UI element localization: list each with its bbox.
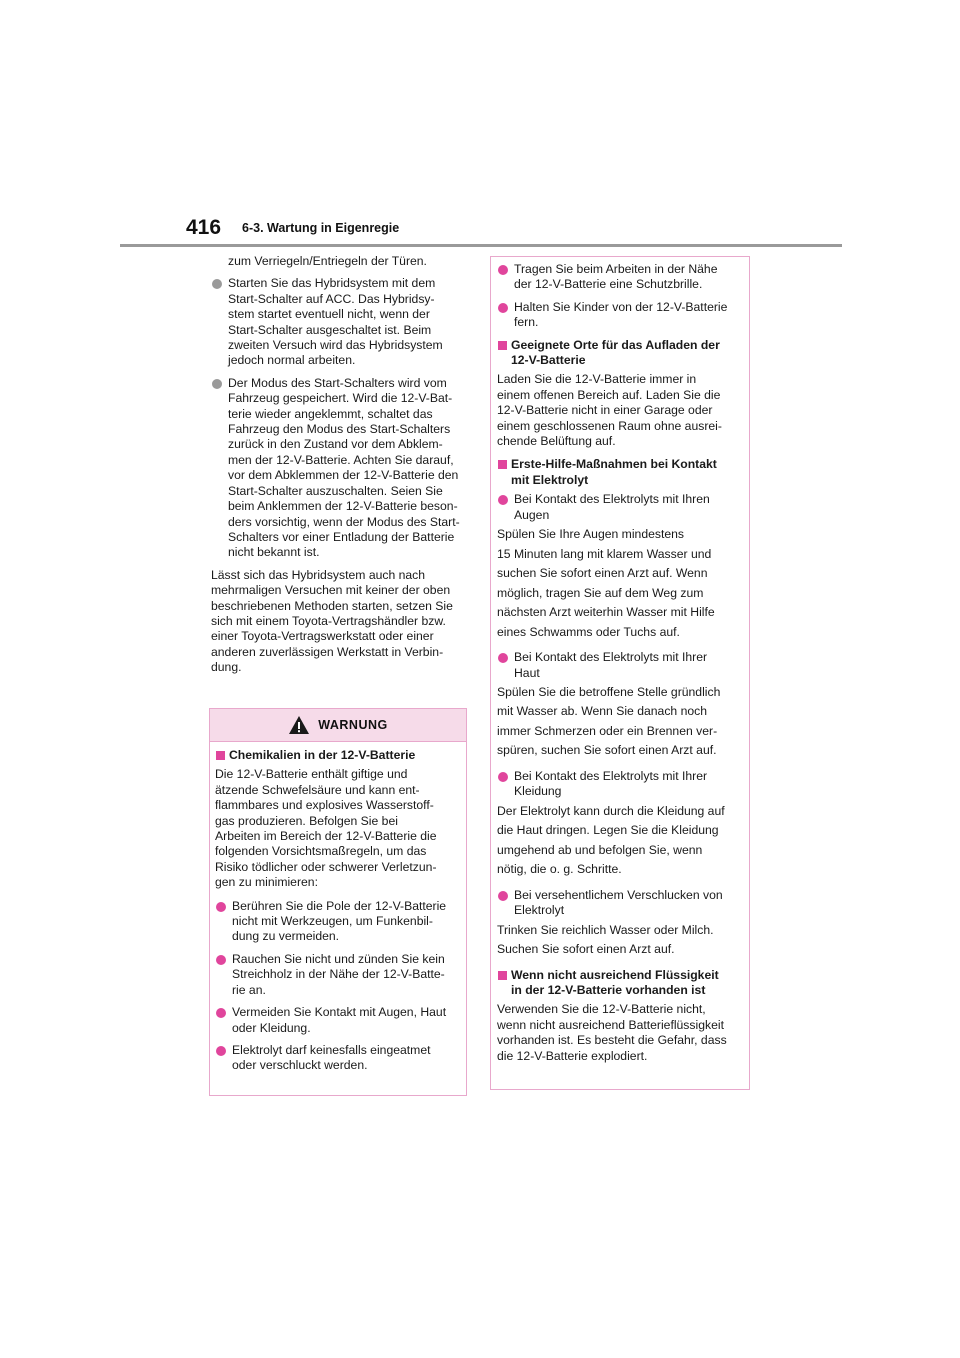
text-line: nächsten Arzt weiterhin Wasser mit Hilfe	[497, 605, 715, 620]
text-line: rie an.	[232, 982, 266, 997]
first-aid-paragraph	[497, 802, 745, 880]
text-line: Augen	[514, 507, 550, 522]
text-line: terie wieder angeklemmt, schaltet das	[228, 406, 433, 421]
list-item	[211, 276, 469, 368]
header-divider	[120, 244, 842, 247]
list-item	[497, 262, 745, 293]
text-line: Elektrolyt	[514, 903, 565, 918]
charging-paragraph	[497, 372, 745, 449]
square-bullet-icon	[498, 971, 507, 980]
heading-line: 12-V-Batterie	[511, 353, 586, 368]
charging-heading	[497, 338, 745, 369]
text-line: vorhanden ist. Es besteht die Gefahr, dass	[497, 1033, 727, 1048]
text-line: gen zu minimieren:	[215, 875, 318, 890]
bullet-dot-icon	[216, 902, 226, 912]
text-line: sich mit einem Toyota-Vertragshändler bzw.	[211, 613, 446, 628]
text-line: Risiko tödlicher oder schwerer Verletzun-	[215, 859, 437, 874]
text-line: eines Schwamms oder Tuchs auf.	[497, 624, 680, 639]
text-line: ders vorsichtig, wenn der Modus des Start-	[228, 514, 460, 529]
text-line: einer Toyota-Vertragswerkstatt oder einer	[211, 629, 434, 644]
text-line: Start-Schalter ausgeschaltet ist. Beim	[228, 322, 432, 337]
section-title: 6-3. Wartung in Eigenregie	[242, 221, 400, 235]
heading-text: Chemikalien in der 12-V-Batterie	[229, 748, 416, 762]
text-line: men der 12-V-Batterie. Achten Sie darauf,	[228, 452, 454, 467]
list-item	[497, 769, 745, 800]
text-line: suchen Sie sofort einen Arzt auf. Wenn	[497, 566, 708, 581]
text-line: zum Verriegeln/Entriegeln der Türen.	[228, 254, 427, 268]
continued-text	[211, 254, 469, 269]
text-line: Lässt sich das Hybridsystem auch nach	[211, 567, 426, 582]
text-line: vor dem Abklemmen der 12-V-Batterie den	[228, 468, 459, 483]
bullet-dot-icon	[216, 1008, 226, 1018]
text-line: Kleidung	[514, 784, 562, 799]
text-line: nicht bekannt ist.	[228, 545, 320, 560]
text-line: 12-V-Batterie nicht in einer Garage oder	[497, 403, 713, 418]
text-line: mehrmaligen Versuchen mit keiner der oben	[211, 583, 451, 598]
text-line: Arbeiten im Bereich der 12-V-Batterie die	[215, 829, 437, 844]
bullet-dot-icon	[498, 653, 508, 663]
text-line: Trinken Sie reichlich Wasser oder Milch.	[497, 922, 714, 937]
page-number: 416	[186, 216, 222, 239]
text-line: Suchen Sie sofort einen Arzt auf.	[497, 942, 675, 957]
warning-box	[209, 708, 467, 1096]
text-line: Verwenden Sie die 12-V-Batterie nicht,	[497, 1002, 706, 1017]
text-line: dung zu vermeiden.	[232, 929, 340, 944]
text-line: Schalters vor einer Entladung der Batterie	[228, 529, 455, 544]
text-line: Start-Schalter auszuschalten. Seien Sie	[228, 483, 443, 498]
bullet-dot-icon	[498, 772, 508, 782]
list-item	[211, 376, 469, 561]
text-line: nicht mit Werkzeugen, um Funkenbil-	[232, 914, 433, 929]
text-line: Fahrzeug gespeichert. Wird die 12-V-Bat-	[228, 391, 453, 406]
text-line: Bei Kontakt des Elektrolyts mit Ihren	[514, 492, 710, 507]
warning-title: WARNUNG	[318, 718, 388, 732]
text-line: spüren, suchen Sie sofort einen Arzt auf.	[497, 743, 717, 758]
warning-header	[210, 709, 466, 742]
text-line: Start-Schalter auf ACC. Das Hybridsy-	[228, 291, 435, 306]
bullet-dot-icon	[498, 265, 508, 275]
text-line: ätzende Schwefelsäure und kann ent-	[215, 782, 420, 797]
list-item	[215, 899, 460, 945]
first-aid-paragraph	[497, 525, 745, 642]
text-line: Der Elektrolyt kann durch die Kleidung auf	[497, 803, 725, 818]
bullet-dot-icon	[498, 891, 508, 901]
text-line: mit Wasser ab. Wenn Sie danach noch	[497, 704, 708, 719]
text-line: 15 Minuten lang mit klarem Wasser und	[497, 546, 712, 561]
list-item	[497, 650, 745, 681]
text-line: Bei Kontakt des Elektrolyts mit Ihrer	[514, 768, 708, 783]
list-item	[497, 492, 745, 523]
text-line: Laden Sie die 12-V-Batterie immer in	[497, 372, 697, 387]
text-line: Rauchen Sie nicht und zünden Sie kein	[232, 951, 445, 966]
text-line: Halten Sie Kinder von der 12-V-Batterie	[514, 299, 728, 314]
text-line: Tragen Sie beim Arbeiten in der Nähe	[514, 262, 718, 276]
text-line: stem startet eventuell nicht, wenn der	[228, 307, 430, 322]
text-line: chende Belüftung auf.	[497, 434, 616, 449]
bullet-dot-icon	[498, 495, 508, 505]
list-item	[215, 1043, 460, 1074]
text-line: die Haut dringen. Legen Sie die Kleidung	[497, 823, 719, 838]
list-item	[215, 952, 460, 998]
list-item	[497, 300, 745, 331]
bullet-dot-icon	[216, 1046, 226, 1056]
square-bullet-icon	[498, 460, 507, 469]
text-line: oder verschluckt werden.	[232, 1058, 368, 1073]
warning-triangle-icon	[288, 715, 310, 735]
text-line: Haut	[514, 665, 540, 680]
text-line: Fahrzeug den Modus des Start-Schalters	[228, 422, 451, 437]
text-line: zurück in den Zustand vor dem Abklem-	[228, 437, 443, 452]
heading-line: Erste-Hilfe-Maßnahmen bei Kontakt	[511, 457, 717, 472]
heading-line: in der 12-V-Batterie vorhanden ist	[511, 982, 706, 997]
text-line: einem geschlossenen Raum ohne ausrei-	[497, 418, 722, 433]
text-line: möglich, tragen Sie auf dem Weg zum	[497, 585, 704, 600]
text-line: Elektrolyt darf keinesfalls eingeatmet	[232, 1042, 431, 1057]
text-line: Spülen Sie Ihre Augen mindestens	[497, 527, 685, 542]
text-line: umgehend ab und befolgen Sie, wenn	[497, 842, 703, 857]
text-line: wenn nicht ausreichend Batterieflüssigkeit	[497, 1017, 724, 1032]
bullet-dot-icon	[216, 955, 226, 965]
warning-paragraph	[215, 767, 460, 890]
first-aid-paragraph	[497, 921, 745, 960]
list-item	[215, 1005, 460, 1036]
square-bullet-icon	[498, 341, 507, 350]
left-column	[211, 254, 469, 682]
text-line: Die 12-V-Batterie enthält giftige und	[215, 767, 408, 782]
text-line: flammbares und explosives Wasserstoff-	[215, 798, 434, 813]
text-line: Vermeiden Sie Kontakt mit Augen, Haut	[232, 1005, 447, 1020]
text-line: Berühren Sie die Pole der 12-V-Batterie	[232, 898, 447, 913]
text-line: nötig, die o. g. Schritte.	[497, 862, 622, 877]
heading-line: mit Elektrolyt	[511, 472, 589, 487]
first-aid-heading	[497, 457, 745, 488]
heading-line: Geeignete Orte für das Aufladen der	[511, 337, 720, 352]
text-line: jedoch normal arbeiten.	[228, 353, 356, 368]
text-line: oder Kleidung.	[232, 1020, 311, 1035]
bullet-dot-icon	[212, 279, 222, 289]
text-line: einem offenen Bereich auf. Laden Sie die	[497, 387, 721, 402]
list-item	[497, 888, 745, 919]
text-line: Der Modus des Start-Schalters wird vom	[228, 375, 447, 390]
text-line: zweiten Versuch wird das Hybridsystem	[228, 338, 443, 353]
text-line: Starten Sie das Hybridsystem mit dem	[228, 276, 436, 291]
text-line: Bei versehentlichem Verschlucken von	[514, 887, 723, 902]
text-line: Bei Kontakt des Elektrolyts mit Ihrer	[514, 650, 708, 665]
warning-continued-box	[490, 256, 750, 1090]
bullet-dot-icon	[212, 379, 222, 389]
text-line: Streichholz in der Nähe der 12-V-Batte-	[232, 967, 445, 982]
warning-heading	[215, 748, 460, 763]
text-line: die 12-V-Batterie explodiert.	[497, 1048, 648, 1063]
fluid-paragraph	[497, 1002, 745, 1064]
closing-paragraph	[211, 568, 469, 676]
first-aid-paragraph	[497, 683, 745, 761]
text-line: Spülen Sie die betroffene Stelle gründlich	[497, 684, 721, 699]
warning-body	[210, 742, 466, 1074]
text-line: folgenden Vorsichtsmaßregeln, um das	[215, 844, 427, 859]
text-line: immer Schmerzen oder ein Brennen ver-	[497, 723, 718, 738]
fluid-heading	[497, 968, 745, 999]
text-line: beschriebenen Methoden starten, setzen Sie	[211, 598, 453, 613]
text-line: fern.	[514, 315, 539, 330]
text-line: der 12-V-Batterie eine Schutzbrille.	[514, 277, 703, 292]
text-line: anderen zuverlässigen Werkstatt in Verbin-	[211, 644, 444, 659]
square-bullet-icon	[216, 751, 225, 760]
bullet-dot-icon	[498, 303, 508, 313]
text-line: beim Anklemmen der 12-V-Batterie beson-	[228, 499, 458, 514]
text-line: dung.	[211, 660, 242, 675]
text-line: gas produzieren. Befolgen Sie bei	[215, 813, 398, 828]
heading-line: Wenn nicht ausreichend Flüssigkeit	[511, 967, 719, 982]
